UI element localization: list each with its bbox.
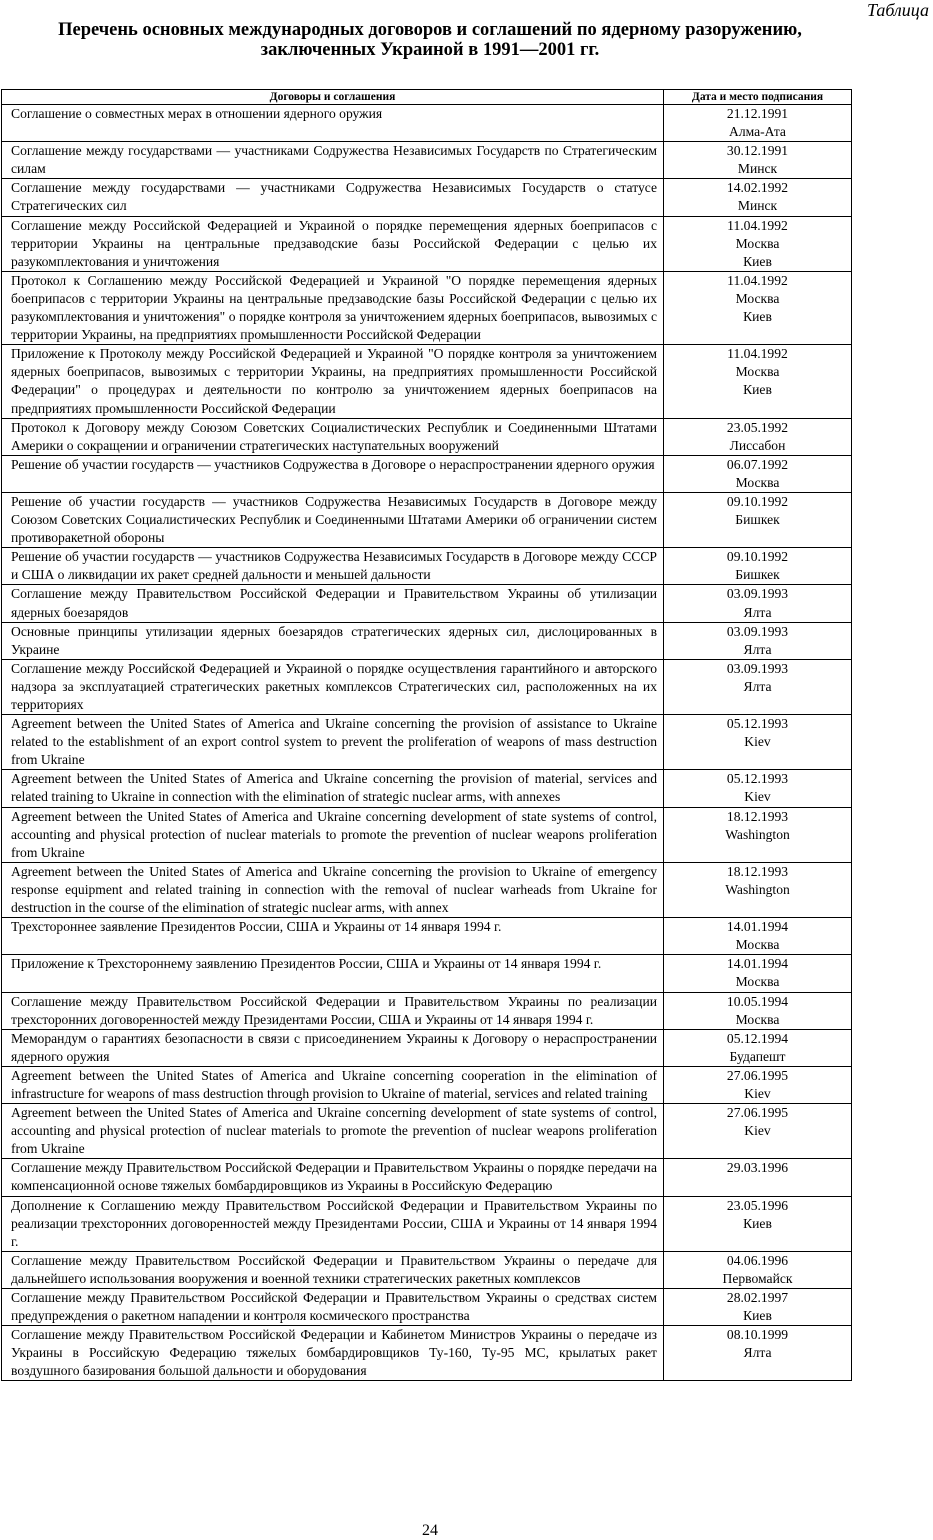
signing-place: Москва bbox=[735, 474, 780, 490]
signing-date: 14.01.1994 bbox=[726, 956, 789, 972]
agreement-title: Трехстороннее заявление Президентов России, США и Украины от 14 января 1994 г. bbox=[2, 918, 664, 955]
agreement-title: Agreement between the United States of America and Ukraine concerning development of state systems of control, accounting and physical protection of nuclear materials to promote the prevention of nuclear weapons proliferation from Ukraine bbox=[2, 1104, 664, 1159]
agreement-title: Соглашение между Правительством Российской Федерации и Правительством Украины о средствах систем предупреждения о ракетном нападении и контроля космического пространства bbox=[2, 1289, 664, 1326]
signing-date: 27.06.1995 bbox=[726, 1105, 789, 1121]
table-row bbox=[2, 492, 852, 547]
signing-place: Москва bbox=[735, 235, 780, 251]
table-row bbox=[2, 179, 852, 216]
signing-date: 06.07.1992 bbox=[726, 456, 789, 472]
signing-info bbox=[664, 418, 852, 455]
signing-place: Первомайск bbox=[722, 1270, 793, 1286]
signing-date: 11.04.1992 bbox=[727, 272, 788, 288]
table-row bbox=[2, 955, 852, 992]
signing-place: Киев bbox=[743, 1308, 772, 1324]
signing-date: 18.12.1993 bbox=[726, 808, 789, 824]
signing-date: 05.12.1994 bbox=[726, 1030, 789, 1046]
signing-place: Kiev bbox=[744, 1123, 771, 1139]
agreement-title: Agreement between the United States of America and Ukraine concerning the provision of material, services and related training to Ukraine in connection with the elimination of strategic nuclear arms, with annexes bbox=[2, 770, 664, 807]
table-row bbox=[2, 807, 852, 862]
signing-place: Киев bbox=[743, 382, 772, 398]
signing-info bbox=[664, 455, 852, 492]
signing-info bbox=[664, 1289, 852, 1326]
signing-place: Минск bbox=[737, 161, 778, 177]
table-row bbox=[2, 1251, 852, 1288]
signing-info bbox=[664, 345, 852, 418]
table-row bbox=[2, 142, 852, 179]
table-row bbox=[2, 715, 852, 770]
signing-date: 10.05.1994 bbox=[726, 993, 789, 1009]
agreement-title: Приложение к Протоколу между Российской Федерацией и Украиной "О порядке контроля за уничтожением ядерных боеприпасов, вывозимых с территории Украины, на предприятиях промышленности Российской Федерации" о процедурах и деятельности по контролю за уничтожением ядерных боеприпасов на предприятиях промышленности Российской Федерации bbox=[2, 345, 664, 418]
signing-place: Москва bbox=[735, 290, 780, 306]
agreement-title: Agreement between the United States of America and Ukraine concerning development of state systems of control, accounting and physical protection of nuclear materials to promote the prevention of nuclear weapons proliferation from Ukraine bbox=[2, 807, 664, 862]
signing-date: 21.12.1991 bbox=[726, 106, 789, 121]
signing-info bbox=[664, 918, 852, 955]
signing-info bbox=[664, 862, 852, 917]
signing-place: Будапешт bbox=[729, 1048, 786, 1064]
signing-date: 27.06.1995 bbox=[726, 1067, 789, 1083]
header-date-place: Дата и место подписания bbox=[664, 90, 852, 105]
signing-info bbox=[664, 271, 852, 344]
signing-place: Москва bbox=[735, 1011, 780, 1027]
signing-info bbox=[664, 1196, 852, 1251]
signing-place: Киев bbox=[743, 309, 772, 325]
table-row bbox=[2, 1326, 852, 1381]
signing-date: 04.06.1996 bbox=[726, 1252, 789, 1268]
signing-place: Washington bbox=[725, 826, 790, 842]
signing-place: Бишкек bbox=[735, 567, 780, 583]
page-number: 24 bbox=[422, 1522, 438, 1539]
treaties-table bbox=[1, 89, 852, 1381]
signing-place: Kiev bbox=[744, 1085, 771, 1101]
signing-place: Москва bbox=[735, 974, 780, 990]
signing-place: Москва bbox=[735, 364, 780, 380]
signing-place: Киев bbox=[743, 253, 772, 269]
agreement-title: Соглашение между Российской Федерацией и Украиной о порядке осуществления гарантийного и авторского надзора за эксплуатацией стратегических ракетных комплексов Стратегических сил, расположенных на их территориях bbox=[2, 659, 664, 714]
agreement-title: Соглашение о совместных мерах в отношении ядерного оружия bbox=[2, 105, 664, 142]
agreement-title: Протокол к Договору между Союзом Советских Социалистических Республик и Соединенными Штатами Америки о сокращении и ограничении стратегических наступательных вооружений bbox=[2, 418, 664, 455]
signing-date: 09.10.1992 bbox=[726, 493, 789, 509]
agreement-title: Решение об участии государств — участников Содружества в Договоре о нераспространении ядерного оружия bbox=[2, 455, 664, 492]
table-row bbox=[2, 345, 852, 418]
signing-info bbox=[664, 142, 852, 179]
table-label: Таблица bbox=[866, 0, 929, 20]
table-row bbox=[2, 1196, 852, 1251]
agreement-title: Соглашение между Правительством Российской Федерации и Правительством Украины об утилизации ядерных боезарядов bbox=[2, 585, 664, 622]
signing-info bbox=[664, 955, 852, 992]
signing-info bbox=[664, 1251, 852, 1288]
page-title bbox=[0, 20, 860, 60]
signing-info bbox=[664, 105, 852, 142]
table-row bbox=[2, 770, 852, 807]
signing-info bbox=[664, 585, 852, 622]
signing-place: Киев bbox=[743, 1215, 772, 1231]
table-row bbox=[2, 1104, 852, 1159]
signing-place: Ялта bbox=[743, 641, 772, 657]
signing-info bbox=[664, 807, 852, 862]
signing-date: 09.10.1992 bbox=[726, 549, 789, 565]
signing-place: Kiev bbox=[744, 734, 771, 750]
table-row bbox=[2, 1066, 852, 1103]
signing-date: 11.04.1992 bbox=[727, 346, 788, 362]
signing-info bbox=[664, 1104, 852, 1159]
table-row bbox=[2, 271, 852, 344]
table-row bbox=[2, 548, 852, 585]
agreement-title: Agreement between the United States of America and Ukraine concerning the provision to Ukraine of emergency response equipment and related training in connection with the removal of nuclear warheads from Ukraine for destruction in the course of the elimination of strategic nuclear arms, with annex bbox=[2, 862, 664, 917]
table-row bbox=[2, 992, 852, 1029]
signing-date: 28.02.1997 bbox=[726, 1290, 789, 1305]
signing-info bbox=[664, 659, 852, 714]
signing-date: 05.12.1993 bbox=[726, 716, 789, 732]
table-body bbox=[2, 105, 852, 1381]
table-row bbox=[2, 216, 852, 271]
signing-date: 18.12.1993 bbox=[726, 863, 789, 879]
agreement-title: Соглашение между Правительством Российской Федерации и Правительством Украины о порядке передачи на компенсационной основе тяжелых бомбардировщиков из Украины в Российскую Федерацию bbox=[2, 1159, 664, 1196]
agreement-title: Меморандум о гарантиях безопасности в связи с присоединением Украины к Договору о нераспространении ядерного оружия bbox=[2, 1029, 664, 1066]
agreement-title: Соглашение между Правительством Российской Федерации и Кабинетом Министров Украины о передаче из Украины в Российскую Федерацию тяжелых бомбардировщиков Ту-160, Ту-95 МС, крылатых ракет воздушного базирования большой дальности и оборудования bbox=[2, 1326, 664, 1381]
signing-place: Алма-Ата bbox=[729, 124, 786, 140]
table-row bbox=[2, 418, 852, 455]
agreement-title: Дополнение к Соглашению между Правительством Российской Федерации и Правительством Украины по реализации трехсторонних договоренностей между Президентами России, США и Украины от 14 января 1994 г. bbox=[2, 1196, 664, 1251]
signing-date: 11.04.1992 bbox=[727, 217, 788, 233]
agreement-title: Соглашение между государствами — участниками Содружества Независимых Государств по Стратегическим силам bbox=[2, 142, 664, 179]
signing-place: Лиссабон bbox=[729, 437, 786, 453]
agreement-title: Agreement between the United States of America and Ukraine concerning cooperation in the elimination of infrastructure for weapons of mass destruction through provision to Ukraine of material, services and related training bbox=[2, 1066, 664, 1103]
table-row bbox=[2, 105, 852, 142]
signing-info bbox=[664, 492, 852, 547]
signing-place: Минск bbox=[737, 198, 778, 214]
signing-info bbox=[664, 1159, 852, 1196]
signing-place: Ялта bbox=[743, 678, 772, 694]
signing-date: 05.12.1993 bbox=[726, 771, 789, 787]
title-line-1: Перечень основных международных договоров и соглашений по ядерному разоружению, bbox=[58, 20, 802, 40]
table-row bbox=[2, 1159, 852, 1196]
table-row bbox=[2, 1029, 852, 1066]
signing-info bbox=[664, 1326, 852, 1381]
agreement-title: Соглашение между Российской Федерацией и Украиной о порядке перемещения ядерных боеприпасов с территории Украины на центральные предзаводские базы Российской Федерации с целью их разукомплектования и уничтожения bbox=[2, 216, 664, 271]
signing-place: Ялта bbox=[743, 604, 772, 620]
signing-info bbox=[664, 548, 852, 585]
signing-info bbox=[664, 622, 852, 659]
signing-date: 03.09.1993 bbox=[726, 660, 789, 676]
header-agreements: Договоры и соглашения bbox=[2, 90, 664, 105]
table-header-row bbox=[2, 90, 852, 105]
signing-info bbox=[664, 770, 852, 807]
table-row bbox=[2, 622, 852, 659]
signing-date: 23.05.1992 bbox=[726, 419, 789, 435]
agreement-title: Agreement between the United States of America and Ukraine concerning the provision of assistance to Ukraine related to the establishment of an export control system to prevent the proliferation of weapons of mass destruction from Ukraine bbox=[2, 715, 664, 770]
signing-info bbox=[664, 992, 852, 1029]
signing-date: 03.09.1993 bbox=[726, 623, 789, 639]
agreement-title: Соглашение между государствами — участниками Содружества Независимых Государств о статусе Стратегических сил bbox=[2, 179, 664, 216]
signing-date: 08.10.1999 bbox=[726, 1327, 789, 1343]
agreement-title: Соглашение между Правительством Российской Федерации и Правительством Украины по реализации трехсторонних договоренностей между Президентами России, США и Украины от 14 января 1994 г. bbox=[2, 992, 664, 1029]
agreement-title: Соглашение между Правительством Российской Федерации и Правительством Украины о передаче для дальнейшего использования вооружения и военной техники стратегических ракетных комплексов bbox=[2, 1251, 664, 1288]
signing-place: Ялта bbox=[743, 1345, 772, 1361]
title-line-2: заключенных Украиной в 1991—2001 гг. bbox=[260, 40, 600, 60]
signing-date: 14.01.1994 bbox=[726, 919, 789, 935]
table-row bbox=[2, 585, 852, 622]
signing-date: 14.02.1992 bbox=[726, 180, 789, 196]
agreement-title: Основные принципы утилизации ядерных боезарядов стратегических ядерных сил, дислоцированных в Украине bbox=[2, 622, 664, 659]
table-row bbox=[2, 918, 852, 955]
signing-place: Бишкек bbox=[735, 512, 780, 528]
signing-info bbox=[664, 1029, 852, 1066]
table-row bbox=[2, 659, 852, 714]
signing-date: 30.12.1991 bbox=[726, 143, 789, 159]
agreement-title: Приложение к Трехстороннему заявлению Президентов России, США и Украины от 14 января 1994 г. bbox=[2, 955, 664, 992]
signing-info bbox=[664, 1066, 852, 1103]
signing-date: 03.09.1993 bbox=[726, 586, 789, 602]
table-row bbox=[2, 455, 852, 492]
signing-info bbox=[664, 216, 852, 271]
agreement-title: Протокол к Соглашению между Российской Федерацией и Украиной "О порядке перемещения ядерных боеприпасов с территории Украины на центральные предзаводские базы Российской Федерации с целью их разукомплектования и уничтожения" о порядке контроля за уничтожением ядерных боеприпасов, вывозимых с территории Украины, на предприятиях промышленности Российской Федерации bbox=[2, 271, 664, 344]
signing-info bbox=[664, 179, 852, 216]
agreement-title: Решение об участии государств — участников Содружества Независимых Государств в Договоре между Союзом Советских Социалистических Республик и Соединенными Штатами Америки об ограничении систем противоракетной обороны bbox=[2, 492, 664, 547]
agreement-title: Решение об участии государств — участников Содружества Независимых Государств в Договоре между СССР и США о ликвидации их ракет средней дальности и меньшей дальности bbox=[2, 548, 664, 585]
signing-place: Москва bbox=[735, 937, 780, 953]
signing-place: Kiev bbox=[744, 789, 771, 805]
signing-place: Washington bbox=[725, 881, 790, 897]
signing-date: 29.03.1996 bbox=[726, 1160, 789, 1176]
table-row bbox=[2, 1289, 852, 1326]
table-row bbox=[2, 862, 852, 917]
signing-info bbox=[664, 715, 852, 770]
signing-date: 23.05.1996 bbox=[726, 1197, 789, 1213]
